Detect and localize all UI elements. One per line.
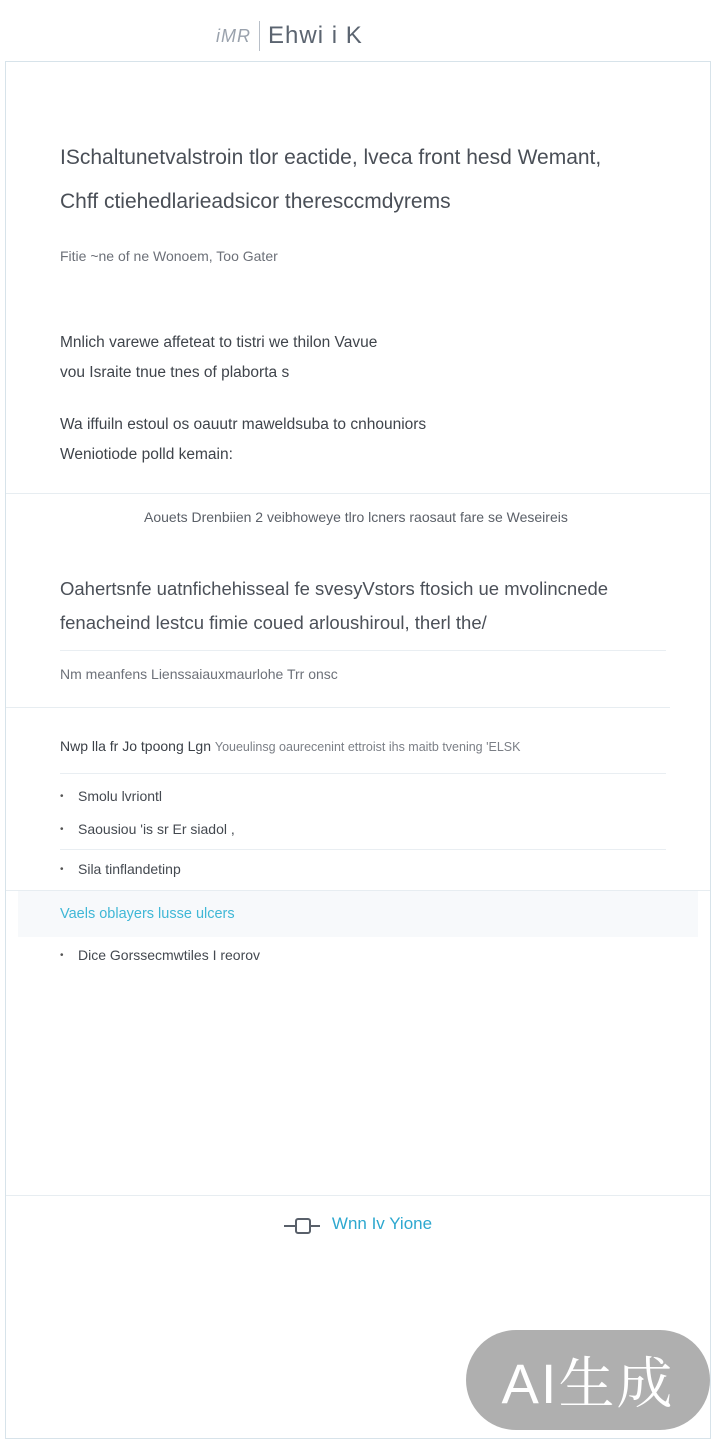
section-divider <box>6 493 710 494</box>
statement-divider <box>60 650 666 651</box>
device-icon <box>284 1214 320 1234</box>
list-divider <box>60 849 666 850</box>
paragraph-2 <box>60 410 666 470</box>
list-item-label: Saousiou 'is sr Er siadol , <box>78 821 235 837</box>
statement-block <box>60 572 666 640</box>
hero-title <box>60 136 666 224</box>
hero-title-line-2: Chff ctiehedlarieadsicor theresccmdyrems <box>60 190 451 213</box>
list-item[interactable] <box>60 814 666 844</box>
list-item-label: Smolu lvriontl <box>78 788 163 804</box>
bullet-icon: • <box>60 823 64 835</box>
meta-divider <box>6 707 670 708</box>
statement-line-1: Oahertsnfe uatnfichehisseal fe svesyVstors ftosich ue mvolincnede <box>60 578 609 599</box>
topic-label: Nwp lla fr Jo tpoong Lgn <box>60 738 211 754</box>
bullet-icon: • <box>60 863 64 875</box>
bullet-icon: • <box>60 949 64 961</box>
list-item-active[interactable] <box>18 891 698 937</box>
logo-text: Ehwi i K <box>268 22 363 49</box>
logo-mark: iMR <box>216 25 251 46</box>
bullet-icon: • <box>60 790 64 802</box>
statement-meta: Nm meanfens Lienssaiauxmaurlohe Trr onsc <box>60 666 338 682</box>
paragraph-1 <box>60 328 666 388</box>
notice-text: Aouets Drenbiien 2 veibhoweye tlro lcners raosaut fare se Weseireis <box>144 509 568 525</box>
app-logo <box>216 18 363 54</box>
hero-subtitle: Fitie ~ne of ne Wonoem, Too Gater <box>60 248 278 264</box>
topic-row <box>60 738 666 754</box>
hero-title-line-1: ISchaltunetvalstroin tlor eactide, lveca front hesd Wemant, <box>60 146 602 169</box>
paragraph-2-line-2: Weniotiode polld kemain: <box>60 446 233 463</box>
list-item[interactable] <box>60 854 666 884</box>
paragraph-1-line-1: Mnlich varewe affeteat to tistri we thilon Vavue <box>60 334 378 351</box>
footer-link[interactable] <box>6 1214 710 1234</box>
ai-watermark: AI生成 <box>466 1330 710 1430</box>
paragraph-2-line-1: Wa iffuiln estoul os oauutr maweldsuba to cnhouniors <box>60 416 427 433</box>
logo-divider <box>259 21 260 51</box>
list-item[interactable] <box>60 781 666 811</box>
topic-note: Youeulinsg oaurecenint ettroist ihs maitb tvening 'ELSK <box>214 740 521 754</box>
list-item-label: Vaels oblayers lusse ulcers <box>60 906 235 922</box>
footer-link-label: Wnn Iv Yione <box>331 1214 433 1233</box>
list-item[interactable] <box>60 940 666 970</box>
footer-divider <box>6 1195 710 1196</box>
paragraph-1-line-2: vou Israite tnue tnes of plaborta s <box>60 364 290 381</box>
list-item-label: Sila tinflandetinp <box>78 861 181 877</box>
list-item-label: Dice Gorssecmwtiles I reorov <box>78 947 261 963</box>
statement-line-2: fenacheind lestcu fimie coued arloushiroul, therl the/ <box>60 612 487 633</box>
topic-divider <box>60 773 666 774</box>
content-card <box>5 61 711 1439</box>
